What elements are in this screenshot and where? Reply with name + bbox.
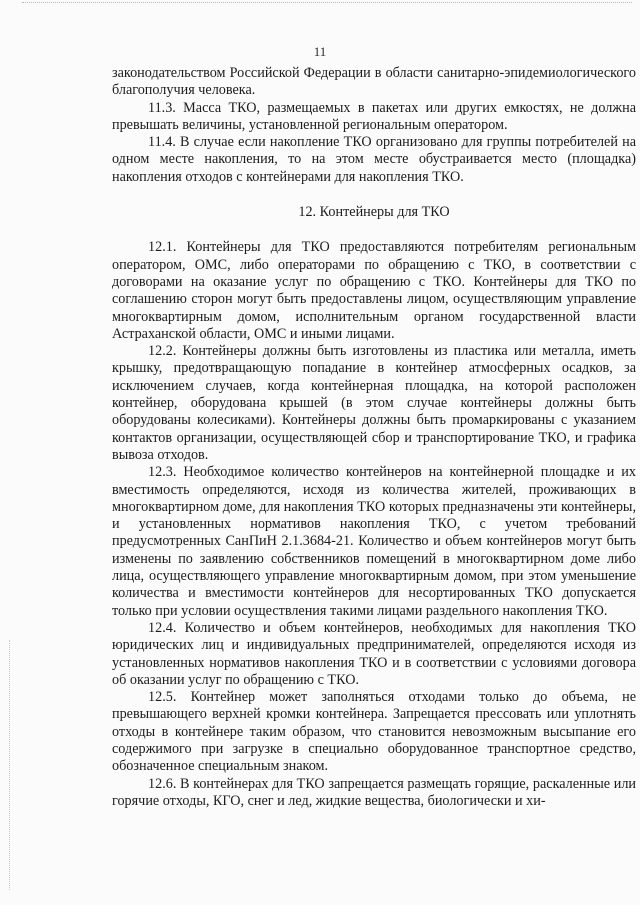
section-heading: 12. Контейнеры для ТКО [298, 204, 450, 221]
paragraph-12-3: 12.3. Необходимое количество контейнеров на контейнерной площадке и их вместимость определяются, исходя из количества жителей, проживающих в многоквартирном доме, для накопления ТКО которых предназначены эти контейнеры, и установленных нормативов накопления ТКО, с учетом требований предусмотренных СанПиН 2.1.3684-21. Количество и объем контейнеров могут быть изменены по заявлению собственников помещений в многоквартирном доме либо лица, осуществляющего управление многоквартирным домом, при этом уменьшение количества и вместимости контейнеров для несортированных ТКО допускается только при условии осуществления такими лицами раздельного накопления ТКО. [112, 464, 636, 619]
paragraph-12-2: 12.2. Контейнеры должны быть изготовлены из пластика или металла, иметь крышку, предотвращающую попадание в контейнер атмосферных осадков, за исключением случаев, когда контейнерная площадка, на которой расположен контейнер, оборудована крышей (в этом случае контейнеры должны быть оборудованы колесиками). Контейнеры должны быть промаркированы с указанием контактов организации, осуществляющей сбор и транспортирование ТКО, и графика вывоза отходов. [112, 343, 636, 463]
paragraph-12-6: 12.6. В контейнерах для ТКО запрещается размещать горящие, раскаленные или горячие отходы, КГО, снег и лед, жидкие вещества, биологически и хи- [112, 775, 636, 809]
page-number: 11 [313, 44, 327, 59]
scan-edge-left [9, 640, 10, 890]
scan-edge-top [22, 2, 632, 3]
paragraph-12-5: 12.5. Контейнер может заполняться отходами только до объема, не превышающего верхней кромки контейнера. Запрещается прессовать или уплотнять отходы в контейнере таким образом, что становится невозможным высыпание его содержимого при загрузке в специально оборудованное транспортное средство, обозначенное специальным знаком. [112, 689, 636, 775]
paragraph-12-1: 12.1. Контейнеры для ТКО предоставляются потребителям региональным оператором, ОМС, либо операторами по обращению с ТКО, в соответствии с договорами на оказание услуг по обращению с ТКО. Контейнеры для ТКО по соглашению сторон могут быть предоставлены лицом, осуществляющим управление многоквартирным домом, исполнительным органом государственной власти Астраханской области, ОМС и иными лицами. [112, 239, 636, 342]
paragraph-11-3: 11.3. Масса ТКО, размещаемых в пакетах или других емкостях, не должна превышать величины, установленной региональным оператором. [112, 99, 636, 133]
paragraph-11-4: 11.4. В случае если накопление ТКО организовано для группы потребителей на одном месте накопления, то на этом месте обустраивается место (площадка) накопления отходов с контейнерами для накопления ТКО. [112, 134, 636, 185]
paragraph-12-4: 12.4. Количество и объем контейнеров, необходимых для накопления ТКО юридических лиц и индивидуальных предпринимателей, определяются исходя из установленных нормативов накопления ТКО и в соответствии с условиями договора об оказании услуг по обращению с ТКО. [112, 619, 636, 688]
document-body [112, 65, 636, 810]
paragraph-11-2-continuation: законодательством Российской Федерации в области санитарно-эпидемиологического благополучия человека. [112, 65, 636, 99]
